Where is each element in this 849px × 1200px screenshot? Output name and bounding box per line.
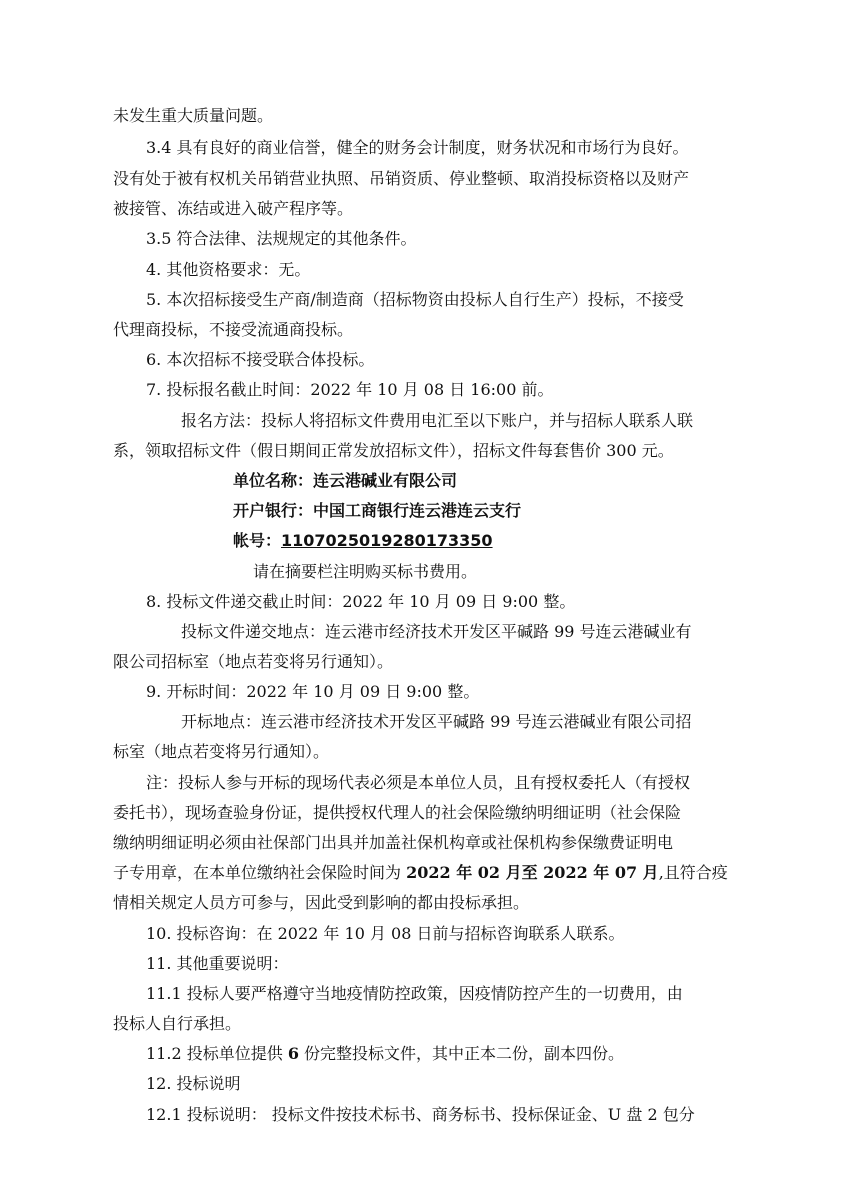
text-line: 报名方法：投标人将招标文件费用电汇至以下账户，并与招标人联系人联 xyxy=(181,411,694,430)
text-line: 3.5 符合法律、法规规定的其他条件。 xyxy=(146,229,417,248)
text-line: 系，领取招标文件（假日期间正常发放招标文件），招标文件每套售价 300 元。 xyxy=(113,441,674,460)
text-line: 6. 本次招标不接受联合体投标。 xyxy=(146,350,375,369)
text-line: 9. 开标时间：2022 年 10 月 09 日 9:00 整。 xyxy=(146,682,480,701)
text-line: 投标人自行承担。 xyxy=(113,1014,242,1033)
text-line: 12. 投标说明 xyxy=(146,1074,241,1093)
account-number xyxy=(233,531,493,551)
text-line: 请在摘要栏注明购买标书费用。 xyxy=(253,562,478,581)
text-line: 注：投标人参与开标的现场代表必须是本单位人员，且有授权委托人（有授权 xyxy=(146,773,691,792)
insurance-period: 2022 年 02 月至 2022 年 07 月 xyxy=(406,863,659,882)
text-line: 情相关规定人员方可参与，因此受到影响的都由投标承担。 xyxy=(113,893,530,912)
bank-name: 开户银行：中国工商银行连云港连云支行 xyxy=(233,501,522,520)
text-line: 4. 其他资格要求：无。 xyxy=(146,260,311,279)
text-line: 11. 其他重要说明： xyxy=(146,954,289,973)
account-label: 帐号： xyxy=(233,531,282,550)
text-line: 5. 本次招标接受生产商/制造商（招标物资由投标人自行生产）投标，不接受 xyxy=(146,290,684,309)
text-line: 7. 投标报名截止时间：2022 年 10 月 08 日 16:00 前。 xyxy=(146,380,554,399)
text-line: 3.4 具有良好的商业信誉，健全的财务会计制度，财务状况和市场行为良好。 xyxy=(146,138,689,157)
text-line: 12.1 投标说明： 投标文件按技术标书、商务标书、投标保证金、U 盘 2 包分 xyxy=(146,1105,695,1124)
company-name: 单位名称：连云港碱业有限公司 xyxy=(233,471,458,490)
text-line: 投标文件递交地点：连云港市经济技术开发区平碱路 99 号连云港碱业有 xyxy=(181,622,692,641)
account-number-value: 1107025019280173350 xyxy=(281,531,493,550)
text-line: 没有处于被有权机关吊销营业执照、吊销资质、停业整顿、取消投标资格以及财产 xyxy=(113,169,690,188)
text-line: 被接管、冻结或进入破产程序等。 xyxy=(113,199,354,218)
text-line: 未发生重大质量问题。 xyxy=(113,106,274,125)
text-line: 11.2 投标单位提供 6 份完整投标文件，其中正本二份，副本四份。 xyxy=(146,1044,625,1063)
text-line: 子专用章，在本单位缴纳社会保险时间为 2022 年 02 月至 2022 年 07 月,且符合疫 xyxy=(113,863,728,882)
text-line: 限公司招标室（地点若变将另行通知）。 xyxy=(113,652,394,671)
text-line: 标室（地点若变将另行通知）。 xyxy=(113,742,330,761)
text-line: 委托书），现场查验身份证，提供授权代理人的社会保险缴纳明细证明（社会保险 xyxy=(113,803,682,822)
text-line: 8. 投标文件递交截止时间：2022 年 10 月 09 日 9:00 整。 xyxy=(146,592,576,611)
text-line: 11.1 投标人要严格遵守当地疫情防控政策，因疫情防控产生的一切费用，由 xyxy=(146,984,683,1003)
text-line: 代理商投标，不接受流通商投标。 xyxy=(113,320,354,339)
text-line: 开标地点：连云港市经济技术开发区平碱路 99 号连云港碱业有限公司招 xyxy=(181,712,692,731)
text-line: 10. 投标咨询：在 2022 年 10 月 08 日前与招标咨询联系人联系。 xyxy=(146,924,625,943)
text-line: 缴纳明细证明必须由社保部门出具并加盖社保机构章或社保机构参保缴费证明电 xyxy=(113,833,674,852)
